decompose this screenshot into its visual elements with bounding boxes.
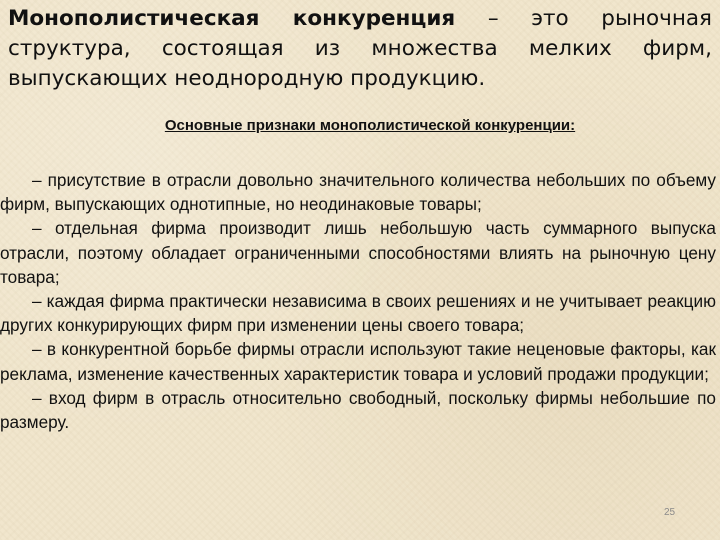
feature-item: – вход фирм в отрасль относительно свободный, поскольку фирмы небольшие по размеру. bbox=[0, 387, 716, 433]
feature-item: – каждая фирма практически независима в своих решениях и не учитывает реакцию других конкурирующих фирм при изменении цены своего товара; bbox=[0, 291, 716, 336]
page-number: 25 bbox=[664, 507, 676, 518]
term: Монополистическая конкуренция bbox=[8, 6, 456, 31]
features-heading: Основные признаки монополистической конкуренции: bbox=[164, 117, 576, 134]
feature-item: – присутствие в отрасли довольно значительного количества небольших по объему фирм, выпускающих однотипные, но неодинаковые товары; bbox=[0, 170, 716, 215]
feature-item: – отдельная фирма производит лишь небольшую часть суммарного выпуска отрасли, поэтому обладает ограниченными способностями влиять на рыночную цену товара; bbox=[0, 218, 716, 287]
definition-paragraph bbox=[8, 4, 712, 94]
definition-text: – это рыночная структура, состоящая из множества мелких фирм, выпускающих неоднородную продукцию. bbox=[8, 6, 712, 91]
feature-item: – в конкурентной борьбе фирмы отрасли используют такие неценовые факторы, как реклама, изменение качественных характеристик товара и условий продажи продукции; bbox=[0, 339, 716, 384]
features-list bbox=[0, 168, 716, 434]
